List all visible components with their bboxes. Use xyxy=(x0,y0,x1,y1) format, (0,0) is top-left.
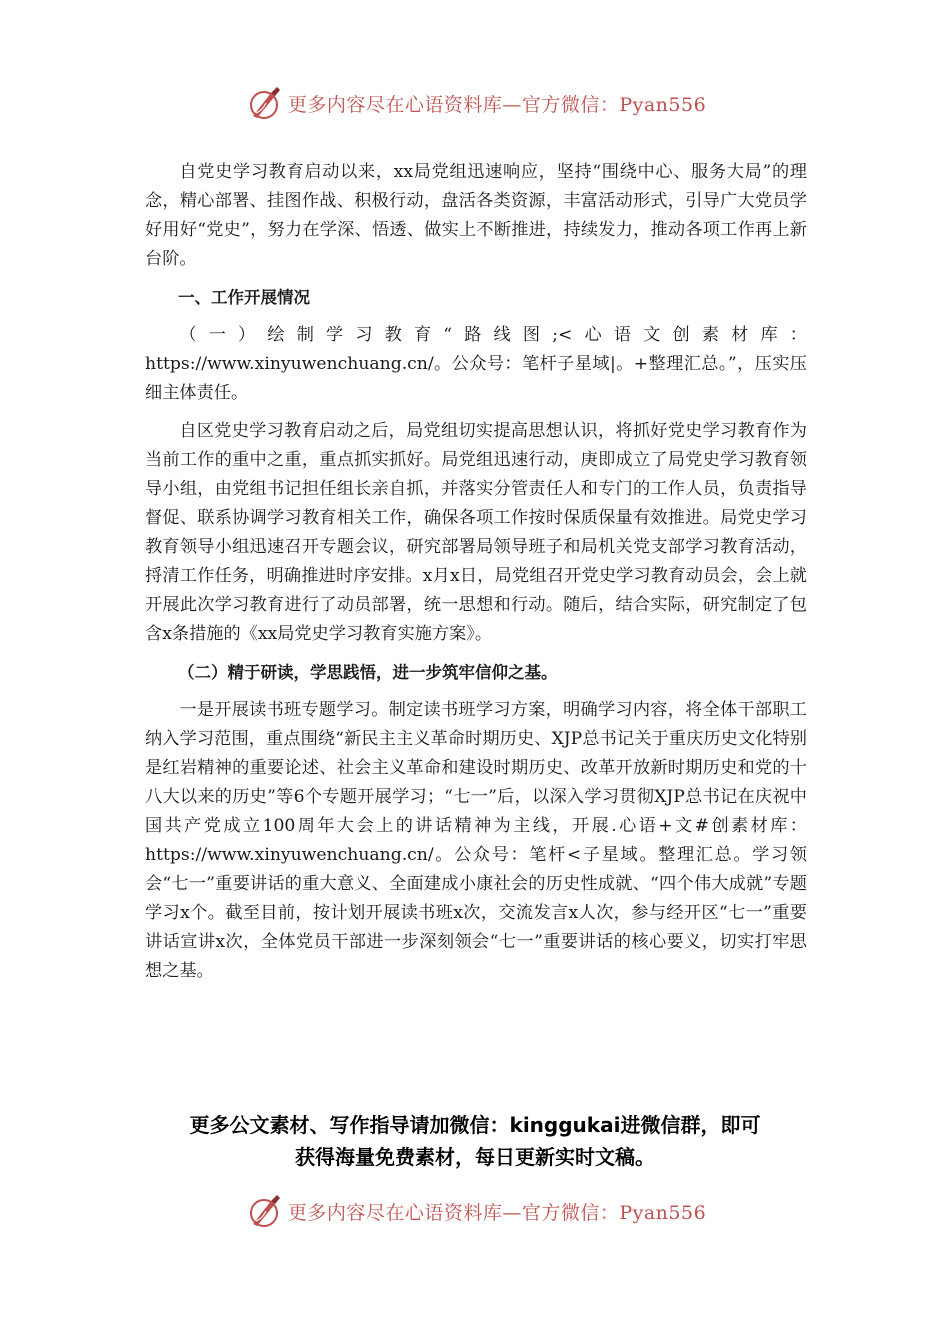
header-banner-text: 更多内容尽在心语资料库—官方微信：Pyan556 xyxy=(287,93,707,116)
pen-nib-icon xyxy=(244,1191,284,1231)
pen-nib-icon xyxy=(244,83,284,123)
subsection-1-paragraph: （一）绘制学习教育“路线图;<心语文创素材库：https://www.xinyuwenchuang.cn/。公众号：笔杆子星域|。+整理汇总。”，压实压细主体责任。 xyxy=(145,325,807,403)
footer-banner xyxy=(0,1186,950,1236)
section-heading: 一、工作开展情况 xyxy=(178,288,310,307)
subsection-1-body: 自区党史学习教育启动之后，局党组切实提高思想认识，将抓好党史学习教育作为当前工作的重中之重，重点抓实抓好。局党组迅速行动，庚即成立了局党史学习教育领导小组，由党组书记担任组长亲自抓，并落实分管责任人和专门的工作人员，负责指导督促、联系协调学习教育相关工作，确保各项工作按时保质保量有效推进。局党史学习教育领导小组迅速召开专题会议，研究部署局领导班子和局机关党支部学习教育活动，捋清工作任务，明确推进时序安排。x月x日，局党组召开党史学习教育动员会，会上就开展此次学习教育进行了动员部署，统一思想和行动。随后，结合实际，研究制定了包含x条措施的《xx局党史学习教育实施方案》。 xyxy=(145,421,807,644)
footer-banner-text: 更多内容尽在心语资料库—官方微信：Pyan556 xyxy=(287,1201,707,1224)
subsection-2-heading: （二）精于研读，学思践悟，进一步筑牢信仰之基。 xyxy=(178,663,558,682)
document-body xyxy=(145,158,807,995)
promo-line-1: 更多公文素材、写作指导请加微信：kinggukai进微信群，即可 xyxy=(189,1113,761,1137)
subsection-2-body: 一是开展读书班专题学习。制定读书班学习方案，明确学习内容，将全体干部职工纳入学习范围，重点围绕“新民主主义革命时期历史、XJP总书记关于重庆历史文化特别是红岩精神的重要论述、社会主义革命和建设时期历史、改革开放新时期历史和党的十八大以来的历史”等6个专题开展学习；“七一”后，以深入学习贯彻XJP总书记在庆祝中国共产党成立100周年大会上的讲话精神为主线，开展.心语+文#创素材库：https://www.xinyuwenchuang.cn/。公众号：笔杆<子星域。整理汇总。学习领会“七一”重要讲话的重大意义、全面建成小康社会的历史性成就、“四个伟大成就”专题学习x个。截至目前，按计划开展读书班x次，交流发言x人次，参与经开区“七一”重要讲话宣讲x次，全体党员干部进一步深刻领会“七一”重要讲话的核心要义，切实打牢思想之基。 xyxy=(145,700,807,981)
promo-line-2: 获得海量免费素材，每日更新实时文稿。 xyxy=(295,1145,655,1169)
header-banner xyxy=(0,78,950,128)
promo-notice xyxy=(0,1109,950,1173)
intro-paragraph: 自党史学习教育启动以来，xx局党组迅速响应，坚持“围绕中心、服务大局”的理念，精心部署、挂图作战、积极行动，盘活各类资源，丰富活动形式，引导广大党员学好用好“党史”，努力在学深、悟透、做实上不断推进，持续发力，推动各项工作再上新台阶。 xyxy=(145,162,807,269)
